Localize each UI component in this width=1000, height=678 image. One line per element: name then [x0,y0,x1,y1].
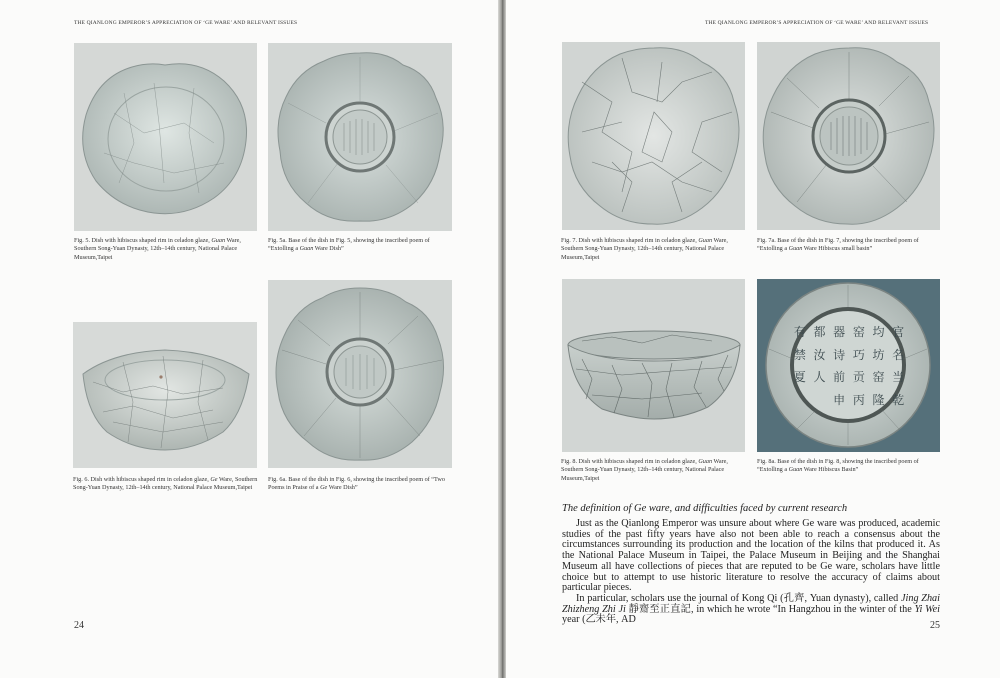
caption-fig-5a: Fig. 5a. Base of the dish in Fig. 5, showing the inscribed poem of “Extolling a Guan Ware Dish” [268,237,430,253]
inscription-char: 坊 [872,347,885,362]
inscription-char: 乾 [892,392,905,407]
caption-fig-6: Fig. 6. Dish with hibiscus shaped rim in celadon glaze, Ge Ware, Southern Song-Yuan Dynasty, 12th–14th century, National Palace Museum,Taipei [73,476,258,492]
running-head: THE QIANLONG EMPEROR’S APPRECIATION OF ‘GE WARE’ AND RELEVANT ISSUES [705,20,929,26]
paragraph-2: In particular, scholars use the journal of Kong Qi (孔齊, Yuan dynasty), called Jing Zhai Zhizheng Zhi Ji 靜齋至正直記, in which he wrote “In Hangzhou in the winter of the Yi Wei year (乙未年, AD [562,592,940,626]
inscription-grid [790,321,908,411]
inscription-char: 窑 [872,370,885,384]
inscription-char: 官 [892,325,905,339]
page-number-left: 24 [74,620,84,631]
inscription-char: 夏 [793,370,806,384]
inscription-char: 前 [833,370,846,384]
inscription-char: 当 [892,370,905,384]
caption-fig-8a: Fig. 8a. Base of the dish in Fig. 8, showing the inscribed poem of “Extolling a Guan Ware Hibiscus Basin” [757,458,919,474]
inscription-char: 隆 [872,392,885,407]
inscription-char: 都 [813,325,826,339]
inscription-char: 均 [872,325,885,339]
caption-fig-5: Fig. 5. Dish with hibiscus shaped rim in celadon glaze, Guan Ware, Southern Song-Yuan Dynasty, 12th–14th century, National Palace Museum,Taipei [74,237,241,261]
inscription-char: 丙 [852,392,865,407]
caption-fig-8: Fig. 8. Dish with hibiscus shaped rim in celadon glaze, Guan Ware, Southern Song-Yuan Dynasty, 12th–14th century, National Palace Museum,Taipei [561,458,728,482]
caption-fig-6a: Fig. 6a. Base of the dish in Fig. 6, showing the inscribed poem of “Two Poems in Praise of a Ge Ware Dish” [268,476,445,492]
inscription-char: 名 [892,347,905,362]
section-title: The definition of Ge ware, and difficulties faced by current research [562,503,848,514]
photo-fig-7a-base [757,42,940,230]
photo-fig-6-dish [73,322,257,468]
photo-fig-8-bowl [562,279,745,452]
inscription-char: 器 [833,325,846,339]
left-page [0,0,498,678]
caption-fig-7a: Fig. 7a. Base of the dish in Fig. 7, showing the inscribed poem of “Extolling a Guan Ware Hibiscus small basin” [757,237,919,253]
inscription-char: 申 [833,392,846,407]
page-number-right: 25 [930,620,940,631]
paragraph-1: Just as the Qianlong Emperor was unsure about where Ge ware was produced, academic studies of the past fifty years have also not been able to reach a consensus about the circumstances surrounding its production and the location of the kilns that produced it. As the National Palace Museum in Taipei, the Palace Museum in Beijing and the Shanghai Museum all have collections of pieces that are reputed to be Ge ware, scholars have little choice but to attempt to use historic literature to resolve the accuracy of claims about particular pieces. [562,518,940,594]
inscription-char: 窑 [852,325,865,339]
photo-fig-6a-base [268,280,452,468]
photo-fig-5a-base [268,43,452,231]
running-head: THE QIANLONG EMPEROR’S APPRECIATION OF ‘GE WARE’ AND RELEVANT ISSUES [74,20,298,26]
inscription-char: 贡 [852,370,865,384]
inscription-char: 有 [793,325,806,339]
inscription-char: 巧 [852,347,865,362]
caption-fig-7: Fig. 7. Dish with hibiscus shaped rim in celadon glaze, Guan Ware, Southern Song-Yuan Dynasty, 12th–14th century, National Palace Museum,Taipei [561,237,728,261]
inscription-char: 诗 [833,347,846,362]
body-text [562,519,940,626]
book-gutter [498,0,506,678]
photo-fig-5-dish [74,43,257,231]
inscription-char: 禁 [793,347,806,362]
inscription-char: 人 [813,370,826,384]
photo-fig-7-dish [562,42,745,230]
inscription-char: 汝 [813,347,826,362]
